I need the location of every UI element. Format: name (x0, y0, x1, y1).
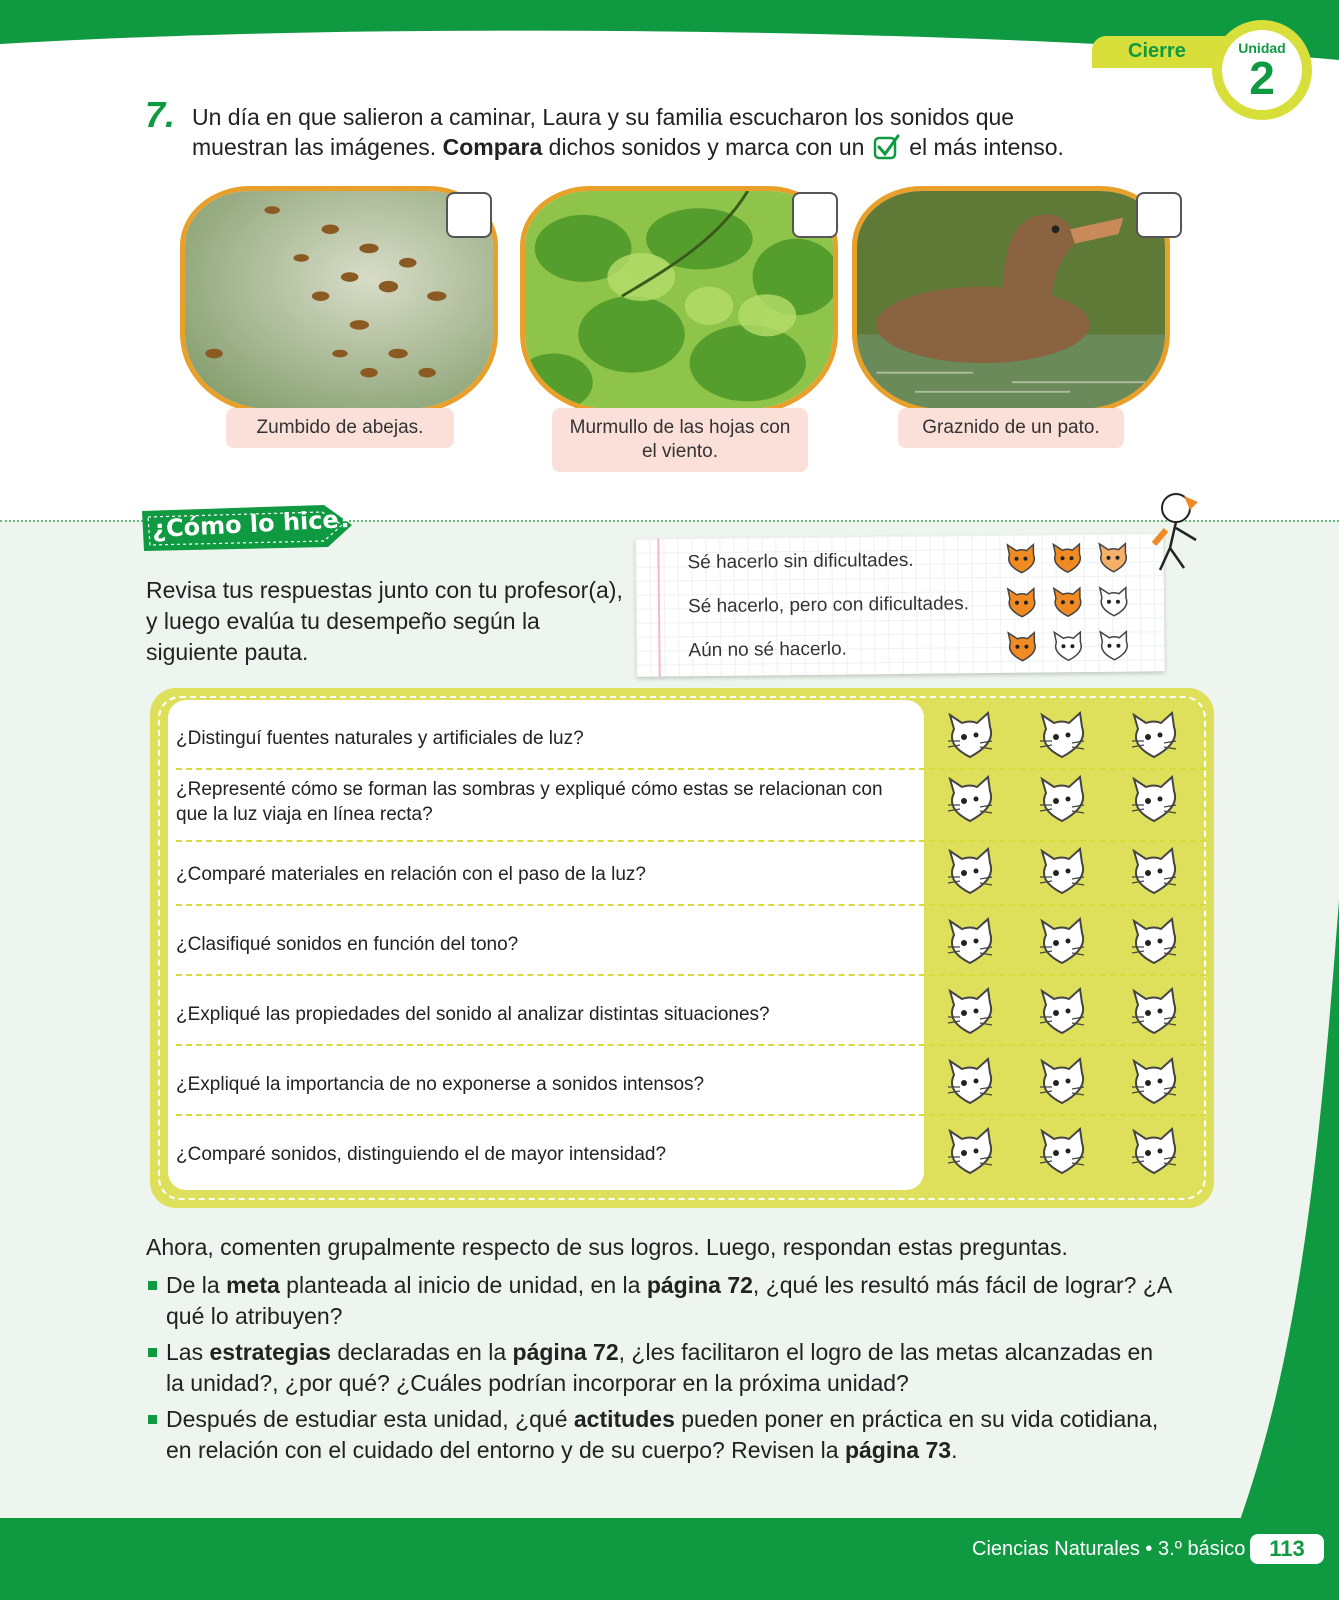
cat-face-colored-icon (1004, 631, 1040, 663)
cat-face-rating-icon[interactable] (1128, 1057, 1180, 1112)
cat-face-rating-icon[interactable] (1036, 917, 1088, 972)
group-intro: Ahora, comenten grupalmente respecto de sus logros. Luego, respondan estas preguntas. (146, 1234, 1068, 1260)
checklist-row (176, 984, 1206, 1044)
cat-face-rating-icon[interactable] (1128, 917, 1180, 972)
checklist-question: ¿Expliqué la importancia de no exponerse a sonidos intensos? (176, 1073, 705, 1095)
como-lo-hice-label: ¿Cómo lo hice? (151, 504, 354, 544)
cat-face-outline-icon (1096, 630, 1132, 662)
cat-face-rating-icon[interactable] (1036, 847, 1088, 902)
cat-face-rating-icon[interactable] (1128, 775, 1180, 830)
duck-caption: Graznido de un pato. (898, 408, 1124, 448)
checklist-rating-faces (944, 775, 1180, 830)
checklist-separator (176, 1114, 1206, 1116)
checklist-rating-faces (944, 1127, 1180, 1182)
leaves-caption: Murmullo de las hojas con el viento. (552, 408, 808, 472)
leaves-checkbox[interactable] (792, 192, 838, 238)
duck-photo (852, 186, 1170, 414)
cat-face-colored-icon (1049, 542, 1085, 574)
checklist-rating-faces (944, 987, 1180, 1042)
checklist-separator (176, 1044, 1206, 1046)
legend-faces-3 (1004, 630, 1132, 663)
question-text: Un día en que salieron a caminar, Laura y su familia escucharon los sonidos que muestran las imágenes. Compara dichos sonidos y marca con un el más intenso. (192, 104, 1064, 160)
checklist-separator (176, 974, 1206, 976)
cat-face-rating-icon[interactable] (1036, 775, 1088, 830)
legend-label-2: Sé hacerlo, pero con dificultades. (687, 593, 970, 618)
cat-face-colored-icon (1050, 586, 1086, 618)
unit-number: 2 (1249, 52, 1275, 104)
checklist-question: ¿Clasifiqué sonidos en función del tono? (176, 933, 519, 955)
checklist-row (176, 708, 1206, 768)
cat-face-rating-icon[interactable] (1036, 711, 1088, 766)
cat-face-colored-icon (1004, 587, 1040, 619)
checklist-rating-faces (944, 1057, 1180, 1112)
cat-face-rating-icon[interactable] (944, 847, 996, 902)
checklist-rating-faces (944, 711, 1180, 766)
legend-note (635, 533, 1164, 677)
checklist-row (176, 844, 1206, 904)
cat-face-outline-icon (1050, 630, 1086, 662)
section-label: Cierre (1128, 40, 1186, 62)
checklist-question: ¿Representé cómo se forman las sombras y expliqué cómo estas se relacionan con que la luz viaja en línea recta? (176, 779, 883, 825)
checklist-separator (176, 904, 1206, 906)
checkmark-icon (873, 133, 901, 161)
legend-label-3: Aún no sé hacerlo. (688, 638, 848, 662)
group-questions-list (146, 1270, 1176, 1471)
checklist-rating-faces (944, 847, 1180, 902)
self-evaluation-instructions: Revisa tus respuestas junto con tu profesor(a), y luego evalúa tu desempeño según la siguiente pauta. (146, 577, 623, 665)
checklist-separator (176, 840, 1206, 842)
checklist-row (176, 764, 1206, 840)
bees-checkbox[interactable] (446, 192, 492, 238)
cat-face-rating-icon[interactable] (1036, 1127, 1088, 1182)
cat-face-rating-icon[interactable] (1036, 1057, 1088, 1112)
cat-face-rating-icon[interactable] (1128, 987, 1180, 1042)
leaves-photo (520, 186, 838, 414)
group-question-3: Después de estudiar esta unidad, ¿qué actitudes pueden poner en práctica en su vida cotidiana, en relación con el cuidado del entorno y de su cuerpo? Revisen la página 73. (146, 1404, 1176, 1466)
cat-face-colored-icon (1095, 542, 1131, 574)
cat-face-colored-icon (1003, 543, 1039, 575)
checklist-row (176, 914, 1206, 974)
legend-faces-1 (1003, 542, 1131, 575)
cat-face-rating-icon[interactable] (1128, 711, 1180, 766)
cat-face-rating-icon[interactable] (1036, 987, 1088, 1042)
checklist-question: ¿Comparé materiales en relación con el paso de la luz? (176, 863, 646, 885)
checklist-row (176, 1054, 1206, 1114)
legend-label-1: Sé hacerlo sin dificultades. (687, 549, 914, 574)
cat-face-rating-icon[interactable] (1128, 1127, 1180, 1182)
checklist-question: ¿Distinguí fuentes naturales y artificiales de luz? (176, 727, 584, 749)
footer-subject: Ciencias Naturales • 3.º básico (972, 1538, 1246, 1560)
cat-face-outline-icon (1096, 586, 1132, 618)
group-question-1: De la meta planteada al inicio de unidad, en la página 72, ¿qué les resultó más fácil de lograr? ¿A qué lo atribuyen? (146, 1270, 1176, 1332)
cat-face-rating-icon[interactable] (944, 711, 996, 766)
cat-face-rating-icon[interactable] (944, 775, 996, 830)
checklist-rating-faces (944, 917, 1180, 972)
bees-caption: Zumbido de abejas. (226, 408, 454, 448)
checklist-row (176, 1124, 1206, 1184)
page-number-box (1250, 1534, 1324, 1564)
cat-face-rating-icon[interactable] (944, 917, 996, 972)
girl-drawing-icon (1140, 488, 1220, 578)
cat-face-rating-icon[interactable] (944, 987, 996, 1042)
duck-checkbox[interactable] (1136, 192, 1182, 238)
right-green-swoosh (1240, 900, 1339, 1520)
cat-face-rating-icon[interactable] (944, 1127, 996, 1182)
checklist-question: ¿Comparé sonidos, distinguiendo el de mayor intensidad? (176, 1143, 667, 1165)
cat-face-rating-icon[interactable] (1128, 847, 1180, 902)
legend-faces-2 (1004, 586, 1132, 619)
checklist-question: ¿Expliqué las propiedades del sonido al analizar distintas situaciones? (176, 1003, 770, 1025)
cat-face-rating-icon[interactable] (944, 1057, 996, 1112)
page-number: 113 (1269, 1536, 1305, 1561)
question-number: 7. (145, 94, 176, 135)
unit-label: Unidad (1238, 40, 1286, 56)
unit-badge (1212, 20, 1312, 120)
group-question-2: Las estrategias declaradas en la página 72, ¿les facilitaron el logro de las metas alcanzadas en la unidad?, ¿por qué? ¿Cuáles podrían incorporar en la próxima unidad? (146, 1337, 1176, 1399)
